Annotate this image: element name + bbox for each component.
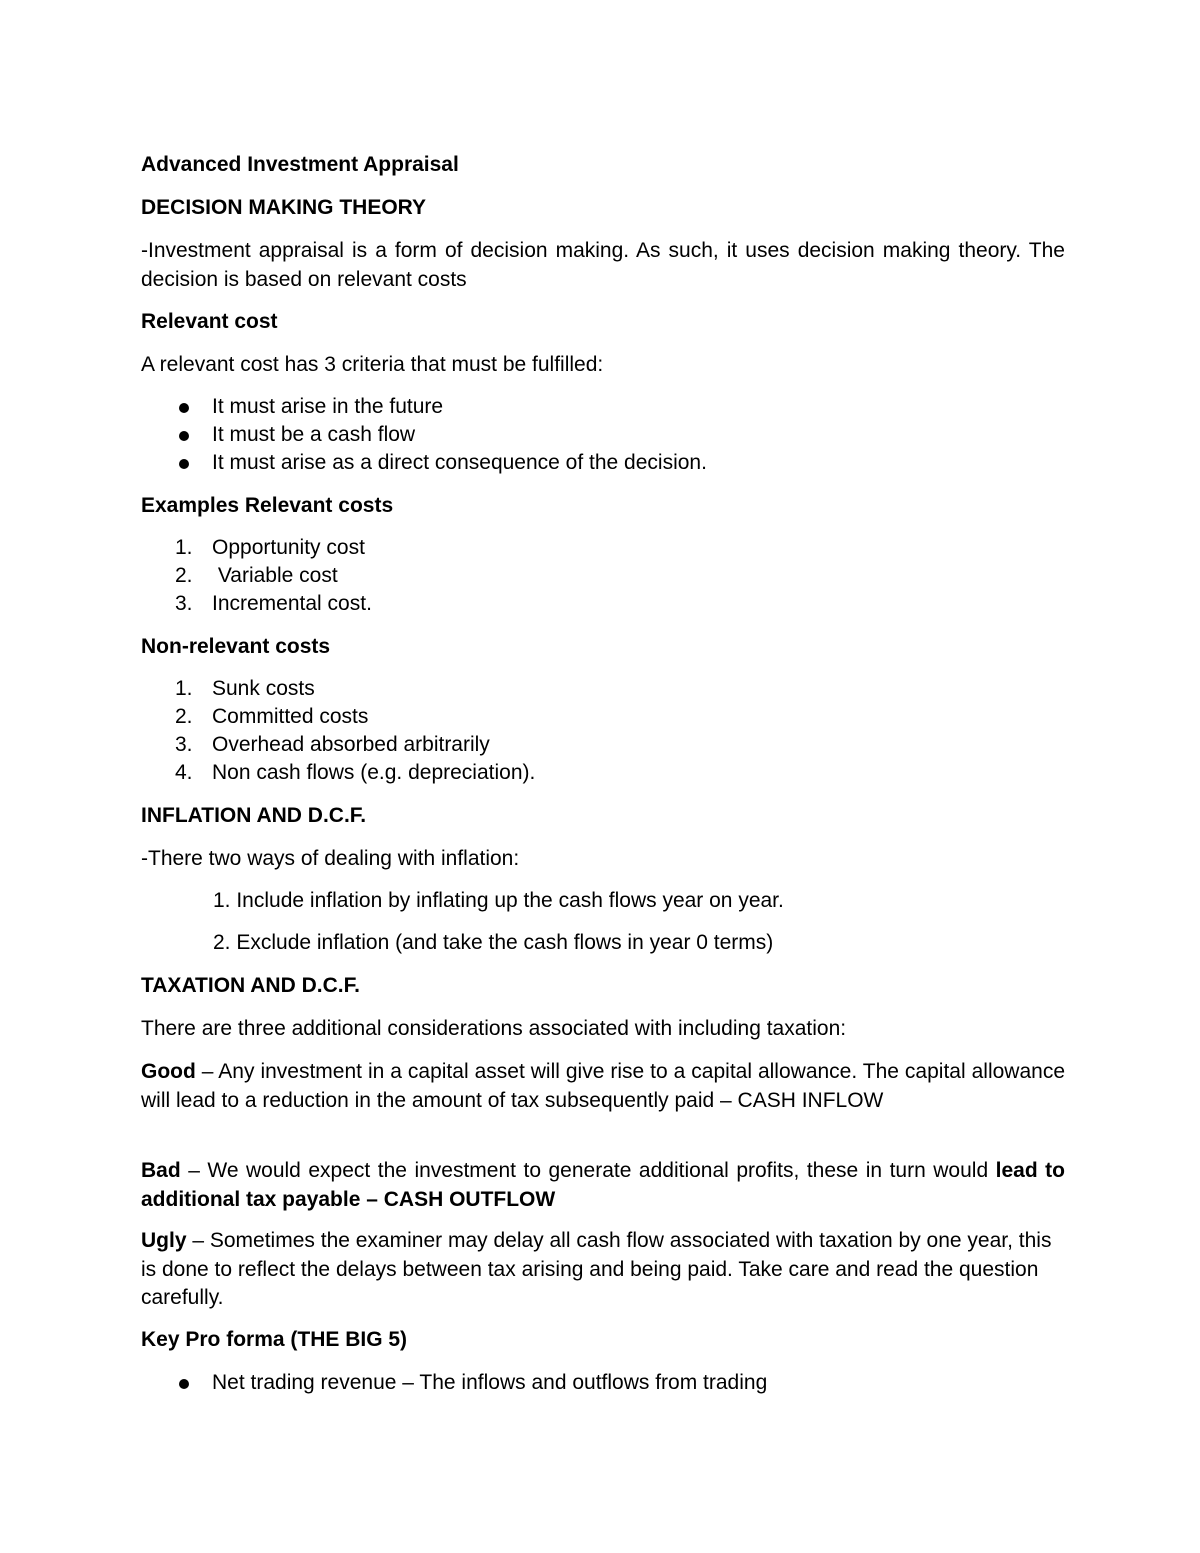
list-number: 3. bbox=[175, 733, 193, 756]
list-item bbox=[141, 590, 1065, 619]
good-label: Good bbox=[141, 1060, 196, 1083]
bullet-icon bbox=[179, 459, 189, 469]
list-item bbox=[141, 449, 1065, 478]
taxation-heading: TAXATION AND D.C.F. bbox=[141, 974, 360, 997]
document-title: Advanced Investment Appraisal bbox=[141, 153, 459, 176]
inflation-heading: INFLATION AND D.C.F. bbox=[141, 804, 367, 827]
ugly-paragraph bbox=[141, 1227, 1065, 1313]
list-item bbox=[141, 759, 1065, 788]
list-item bbox=[141, 675, 1065, 704]
list-item bbox=[141, 731, 1065, 760]
nonrelevant-heading: Non-relevant costs bbox=[141, 635, 331, 658]
list-item-text: Incremental cost. bbox=[212, 592, 372, 615]
relevant-heading: Relevant cost bbox=[141, 310, 278, 333]
list-item-text: It must be a cash flow bbox=[212, 423, 416, 446]
list-number: 1. bbox=[175, 536, 193, 559]
list-item bbox=[141, 421, 1065, 450]
list-number: 4. bbox=[175, 761, 193, 784]
decision-paragraph: -Investment appraisal is a form of decision making. As such, it uses decision making theory. The decision is based on relevant costs bbox=[141, 239, 1065, 291]
taxation-intro: There are three additional considerations associated with including taxation: bbox=[141, 1017, 847, 1040]
inflation-item: 1. Include inflation by inflating up the cash flows year on year. bbox=[213, 889, 784, 912]
bullet-icon bbox=[179, 403, 189, 413]
list-item-text: Non cash flows (e.g. depreciation). bbox=[212, 761, 536, 784]
list-number: 2. bbox=[175, 705, 193, 728]
list-number: 3. bbox=[175, 592, 193, 615]
decision-heading: DECISION MAKING THEORY bbox=[141, 196, 427, 219]
list-item-text: Committed costs bbox=[212, 705, 369, 728]
good-paragraph bbox=[141, 1058, 1065, 1115]
list-number: 2. bbox=[175, 564, 193, 587]
list-item bbox=[141, 562, 1065, 591]
inflation-item: 2. Exclude inflation (and take the cash flows in year 0 terms) bbox=[213, 931, 774, 954]
proforma-heading: Key Pro forma (THE BIG 5) bbox=[141, 1328, 408, 1351]
inflation-intro: -There two ways of dealing with inflation: bbox=[141, 847, 520, 870]
list-item bbox=[141, 1369, 1065, 1398]
examples-heading: Examples Relevant costs bbox=[141, 494, 394, 517]
list-item-text: It must arise in the future bbox=[212, 395, 444, 418]
list-item-text: Sunk costs bbox=[212, 677, 315, 700]
list-item-text: Overhead absorbed arbitrarily bbox=[212, 733, 490, 756]
ugly-text: – Sometimes the examiner may delay all cash flow associated with taxation by one year, this is done to reflect the delays between tax arising and being paid. Take care and read the question carefully. bbox=[141, 1229, 1052, 1309]
list-item bbox=[141, 703, 1065, 732]
relevant-intro: A relevant cost has 3 criteria that must be fulfilled: bbox=[141, 353, 604, 376]
bullet-icon bbox=[179, 1379, 189, 1389]
list-item bbox=[141, 393, 1065, 422]
bullet-icon bbox=[179, 431, 189, 441]
list-number: 1. bbox=[175, 677, 193, 700]
list-item bbox=[141, 534, 1065, 563]
list-item-text: Net trading revenue – The inflows and outflows from trading bbox=[212, 1371, 768, 1394]
list-item-text: Variable cost bbox=[212, 564, 338, 587]
ugly-label: Ugly bbox=[141, 1229, 187, 1252]
bad-paragraph bbox=[141, 1157, 1065, 1214]
good-text: – Any investment in a capital asset will give rise to a capital allowance. The capital allowance will lead to a reduction in the amount of tax subsequently paid – CASH INFLOW bbox=[141, 1060, 1065, 1112]
bad-bold-tail: lead to additional tax payable – CASH OUTFLOW bbox=[141, 1159, 1065, 1211]
bad-text: – We would expect the investment to generate additional profits, these in turn would bbox=[180, 1159, 996, 1182]
list-item-text: It must arise as a direct consequence of the decision. bbox=[212, 451, 707, 474]
bad-label: Bad bbox=[141, 1159, 181, 1182]
list-item-text: Opportunity cost bbox=[212, 536, 365, 559]
